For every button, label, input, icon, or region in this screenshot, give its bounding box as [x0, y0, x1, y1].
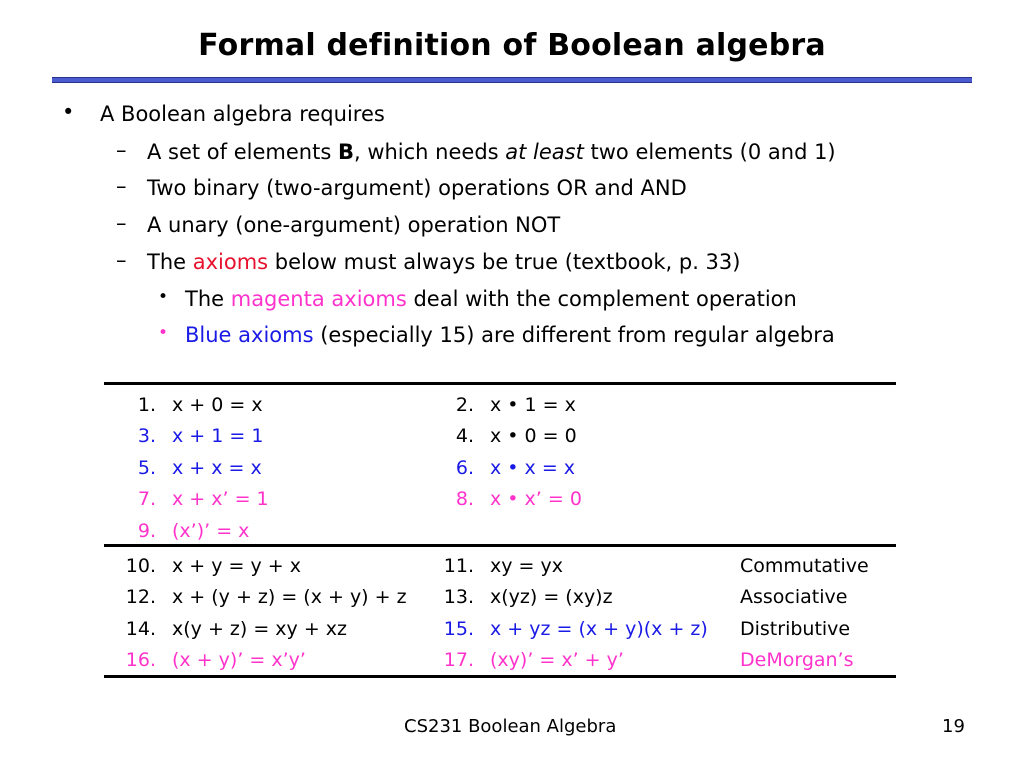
- sub-bullet-1: [147, 140, 836, 164]
- dash-marker: –: [116, 174, 127, 198]
- axiom-number: 2.: [455, 394, 474, 416]
- axioms-highlight: axioms: [192, 250, 269, 274]
- sub-bullet-3: A unary (one-argument) operation NOT: [147, 213, 561, 237]
- slide-title: Formal definition of Boolean algebra: [198, 28, 826, 63]
- axiom-expression: x • x’ = 0: [490, 488, 582, 510]
- axiom-expression: x + y = y + x: [172, 555, 301, 577]
- table-bottom-rule: [104, 675, 896, 678]
- bullet-dot: •: [62, 100, 75, 124]
- axiom-expression: x(y + z) = xy + xz: [172, 618, 347, 640]
- axiom-number: 1.: [137, 394, 156, 416]
- bullet-1: A Boolean algebra requires: [100, 102, 385, 126]
- axiom-number: 3.: [137, 425, 156, 447]
- axiom-expression: xy = yx: [490, 555, 563, 577]
- axiom-number: 5.: [137, 457, 156, 479]
- axiom-expression: (xy)’ = x’ + y’: [490, 649, 624, 671]
- axiom-expression: x + 1 = 1: [172, 425, 264, 447]
- axiom-expression: x(yz) = (xy)z: [490, 586, 613, 608]
- axiom-number: 12.: [125, 586, 156, 608]
- text: (especially 15) are different from regular algebra: [313, 323, 835, 347]
- law-name: DeMorgan’s: [740, 649, 854, 671]
- axiom-number: 10.: [125, 555, 156, 577]
- title-underline: [52, 77, 972, 83]
- axiom-number: 17.: [443, 649, 474, 671]
- axiom-expression: (x + y)’ = x’y’: [172, 649, 306, 671]
- page-number: 19: [942, 716, 965, 737]
- axiom-number: 6.: [455, 457, 474, 479]
- axiom-expression: x • 0 = 0: [490, 425, 577, 447]
- axiom-number: 13.: [443, 586, 474, 608]
- law-name: Commutative: [740, 555, 869, 577]
- text: deal with the complement operation: [406, 287, 797, 311]
- axiom-number: 8.: [455, 488, 474, 510]
- axiom-expression: x • x = x: [490, 457, 576, 479]
- text: below must always be true (textbook, p. 33): [268, 250, 741, 274]
- text: The: [185, 287, 231, 311]
- axiom-expression: x • 1 = x: [490, 394, 576, 416]
- table-top-rule: [104, 382, 896, 385]
- blue-highlight: Blue axioms: [185, 323, 314, 347]
- axiom-expression: (x’)’ = x: [172, 520, 250, 542]
- axiom-number: 15.: [443, 618, 474, 640]
- sub-bullet-4: [147, 250, 740, 274]
- text: two elements (0 and 1): [583, 140, 836, 164]
- sub-sub-bullet-2: [185, 323, 835, 347]
- sub-bullet-2: Two binary (two-argument) operations OR and AND: [147, 176, 687, 200]
- set-name: B: [337, 140, 354, 164]
- axiom-expression: x + 0 = x: [172, 394, 263, 416]
- axiom-number: 11.: [443, 555, 474, 577]
- dash-marker: –: [116, 211, 127, 235]
- axiom-number: 14.: [125, 618, 156, 640]
- footer-title: CS231 Boolean Algebra: [404, 716, 617, 737]
- text: A set of elements: [147, 140, 338, 164]
- axiom-number: 16.: [125, 649, 156, 671]
- bullet-dot: •: [158, 323, 169, 343]
- axiom-number: 4.: [455, 425, 474, 447]
- axiom-expression: x + x = x: [172, 457, 262, 479]
- text: The: [147, 250, 193, 274]
- axiom-expression: x + x’ = 1: [172, 488, 269, 510]
- dash-marker: –: [116, 138, 127, 162]
- dash-marker: –: [116, 248, 127, 272]
- law-name: Distributive: [740, 618, 851, 640]
- axiom-number: 9.: [137, 520, 156, 542]
- law-name: Associative: [740, 586, 848, 608]
- magenta-highlight: magenta axioms: [230, 287, 407, 311]
- text: , which needs: [353, 140, 506, 164]
- emphasis: at least: [505, 140, 584, 164]
- axiom-expression: x + (y + z) = (x + y) + z: [172, 586, 407, 608]
- table-middle-rule: [104, 544, 896, 547]
- axiom-number: 7.: [137, 488, 156, 510]
- bullet-dot: •: [158, 287, 169, 307]
- axiom-expression: x + yz = (x + y)(x + z): [490, 618, 708, 640]
- sub-sub-bullet-1: [185, 287, 797, 311]
